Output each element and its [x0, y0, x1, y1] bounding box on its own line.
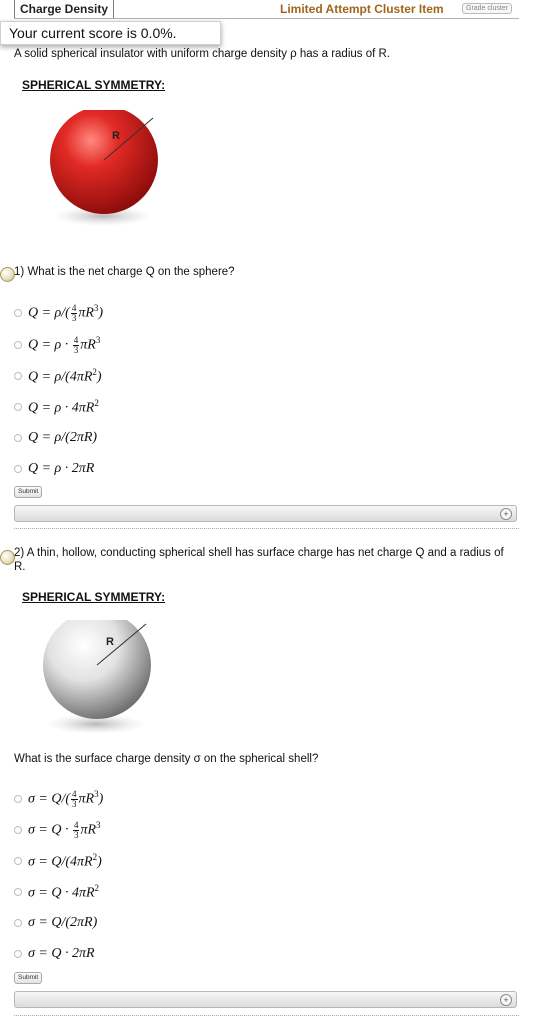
score-display: Your current score is 0.0%.	[0, 21, 221, 45]
expand-plus-icon[interactable]: +	[500, 508, 512, 520]
radio-button[interactable]	[14, 372, 22, 380]
choice-formula: σ = Q · 2πR	[28, 946, 95, 961]
radio-button[interactable]	[14, 403, 22, 411]
choice-formula: $\sigma = Q \cdot 4\pi R^2$	[28, 882, 100, 901]
radio-button[interactable]	[14, 434, 22, 442]
q1-choice-4[interactable]	[14, 397, 99, 417]
q1-choice-2[interactable]	[14, 335, 100, 355]
choice-formula: σ = Q/( $\frac{4}{3}$ $\pi R^3$)	[28, 788, 104, 809]
question1-prompt: What is the net charge Q on the sphere?	[27, 266, 235, 278]
q2-choice-5[interactable]	[14, 913, 97, 933]
radius-label: R	[106, 636, 114, 648]
grey-sphere	[43, 620, 151, 719]
question-divider	[14, 528, 519, 529]
cluster-title: Limited Attempt Cluster Item	[280, 2, 444, 16]
choice-formula: $Q = \rho/(4\pi R^2)$	[28, 366, 102, 385]
q1-submit-button[interactable]: Submit	[14, 486, 42, 498]
choice-formula: σ = Q · $\frac{4}{3}$ $\pi R^3$	[28, 819, 101, 840]
red-sphere-figure	[40, 110, 180, 235]
question2-text	[14, 546, 514, 574]
question2-prompt: A thin, hollow, conducting spherical shell has surface charge has net charge Q and a radius of R.	[14, 547, 504, 573]
q1-feedback-bar[interactable]	[14, 505, 517, 522]
question2-subtext: What is the surface charge density σ on the spherical shell?	[14, 753, 319, 765]
q2-choice-3[interactable]	[14, 851, 102, 871]
problem-intro: A solid spherical insulator with uniform charge density ρ has a radius of R.	[14, 48, 391, 60]
radio-button[interactable]	[14, 795, 22, 803]
header-divider	[14, 18, 519, 19]
q2-choice-6[interactable]	[14, 944, 95, 964]
question-status-icon	[0, 550, 15, 565]
radio-button[interactable]	[14, 888, 22, 896]
q2-feedback-bar[interactable]	[14, 991, 517, 1008]
choice-formula: $\sigma = Q/(4\pi R^2)$	[28, 851, 102, 870]
q1-choice-3[interactable]	[14, 366, 102, 386]
question-status-icon	[0, 267, 15, 282]
q2-choice-1[interactable]	[14, 789, 103, 809]
white-sphere-figure	[34, 620, 174, 745]
q2-submit-button[interactable]: Submit	[14, 972, 42, 984]
question2-number: 2)	[14, 547, 25, 559]
choice-formula: $Q = \rho \cdot 4\pi R^2$	[28, 397, 99, 416]
choice-formula: Q = ρ/( $\frac{4}{3}$ $\pi R^3$)	[28, 302, 104, 323]
radio-button[interactable]	[14, 465, 22, 473]
q2-choice-2[interactable]	[14, 820, 101, 840]
expand-plus-icon[interactable]: +	[500, 994, 512, 1006]
choice-formula: Q = ρ · 2πR	[28, 461, 95, 476]
radio-button[interactable]	[14, 309, 22, 317]
q2-choice-4[interactable]	[14, 882, 99, 902]
question1-text	[14, 265, 235, 279]
choice-formula: Q = ρ/(2πR)	[28, 430, 98, 445]
question-divider	[14, 1015, 519, 1016]
choice-formula: σ = Q/(2πR)	[28, 915, 98, 930]
page-title: Charge Density	[14, 0, 114, 19]
radio-button[interactable]	[14, 919, 22, 927]
q1-choice-1[interactable]	[14, 303, 103, 323]
figure1-heading: SPHERICAL SYMMETRY:	[22, 78, 166, 92]
red-sphere	[50, 110, 158, 214]
radio-button[interactable]	[14, 857, 22, 865]
figure2-heading: SPHERICAL SYMMETRY:	[22, 590, 166, 604]
question1-number: 1)	[14, 266, 25, 278]
q1-choice-5[interactable]	[14, 428, 97, 448]
q1-choice-6[interactable]	[14, 459, 94, 479]
grade-cluster-button[interactable]: Grade cluster	[462, 3, 512, 14]
choice-formula: Q = ρ · $\frac{4}{3}$ $\pi R^3$	[28, 334, 101, 355]
radio-button[interactable]	[14, 341, 22, 349]
radio-button[interactable]	[14, 826, 22, 834]
radio-button[interactable]	[14, 950, 22, 958]
radius-label: R	[112, 130, 120, 142]
